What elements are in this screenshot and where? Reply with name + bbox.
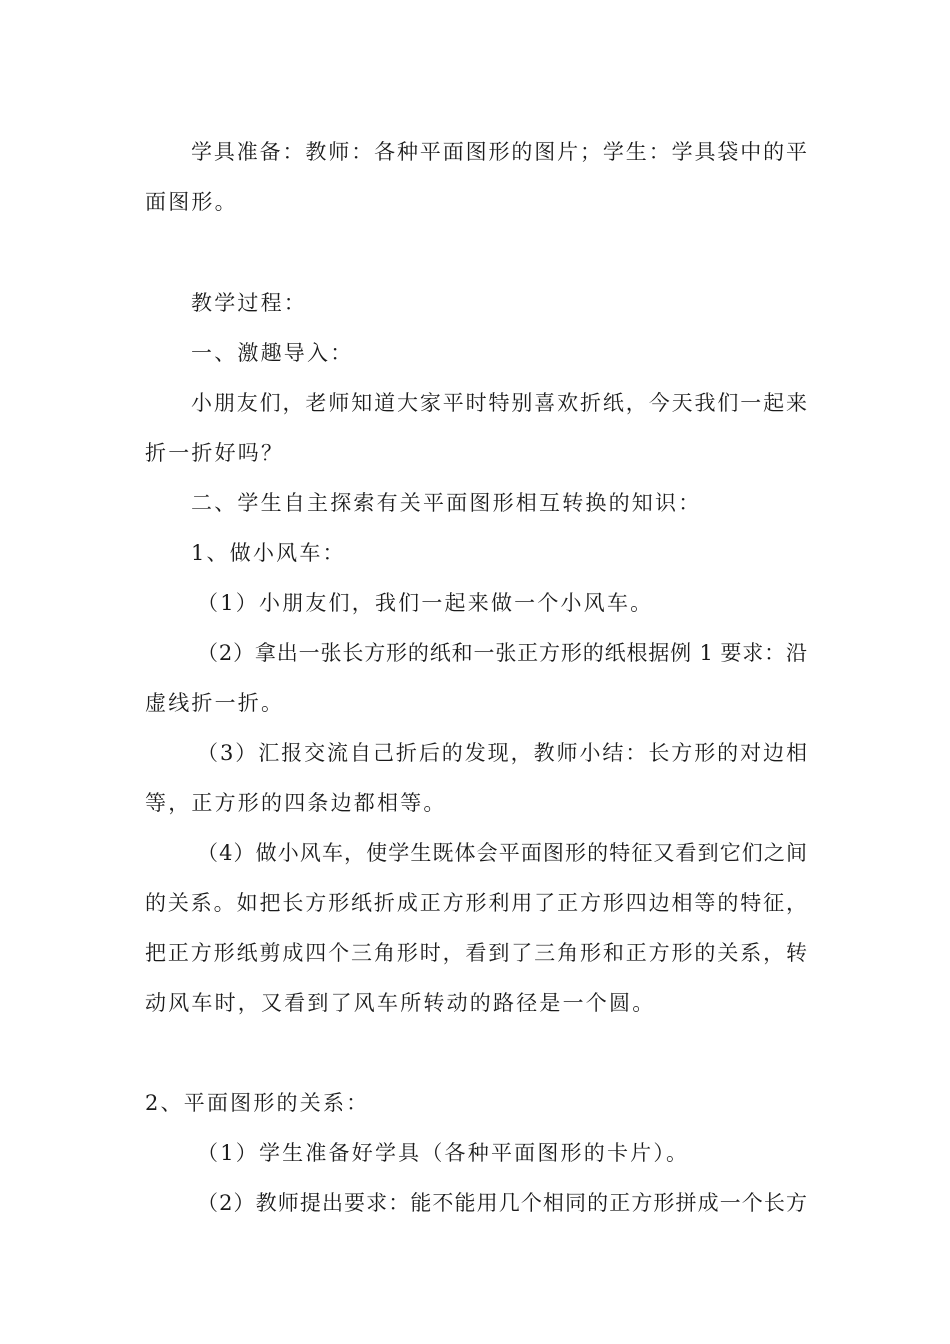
paragraph-line: 面图形。 bbox=[145, 190, 238, 214]
list-item: （1）学生准备好学具（各种平面图形的卡片）。 bbox=[197, 1141, 690, 1165]
list-item: （2）拿出一张长方形的纸和一张正方形的纸根据例 1 要求：沿 bbox=[197, 641, 807, 665]
paragraph-line: 学具准备：教师：各种平面图形的图片；学生：学具袋中的平 bbox=[191, 140, 807, 164]
list-item: （1）小朋友们，我们一起来做一个小风车。 bbox=[197, 591, 654, 615]
section-heading: 二、学生自主探索有关平面图形相互转换的知识： bbox=[191, 491, 702, 515]
section-heading: 教学过程： bbox=[191, 291, 307, 315]
subsection-heading: 2、平面图形的关系： bbox=[145, 1091, 370, 1115]
list-item: （3）汇报交流自己折后的发现，教师小结：长方形的对边相 bbox=[197, 741, 807, 765]
list-item: （4）做小风车，使学生既体会平面图形的特征又看到它们之间 bbox=[197, 841, 807, 865]
paragraph-line: 把正方形纸剪成四个三角形时，看到了三角形和正方形的关系，转 bbox=[145, 941, 807, 965]
list-item: （2）教师提出要求：能不能用几个相同的正方形拼成一个长方 bbox=[197, 1191, 807, 1215]
paragraph-line: 等，正方形的四条边都相等。 bbox=[145, 791, 447, 815]
paragraph-line: 动风车时，又看到了风车所转动的路径是一个圆。 bbox=[145, 991, 656, 1015]
paragraph-line: 折一折好吗？ bbox=[145, 441, 285, 465]
paragraph-line: 的关系。如把长方形纸折成正方形利用了正方形四边相等的特征， bbox=[145, 891, 807, 915]
paragraph-line: 小朋友们，老师知道大家平时特别喜欢折纸，今天我们一起来 bbox=[191, 391, 807, 415]
subsection-heading: 1、做小风车： bbox=[191, 541, 346, 565]
section-heading: 一、激趣导入： bbox=[191, 341, 354, 365]
paragraph-line: 虚线折一折。 bbox=[145, 691, 285, 715]
